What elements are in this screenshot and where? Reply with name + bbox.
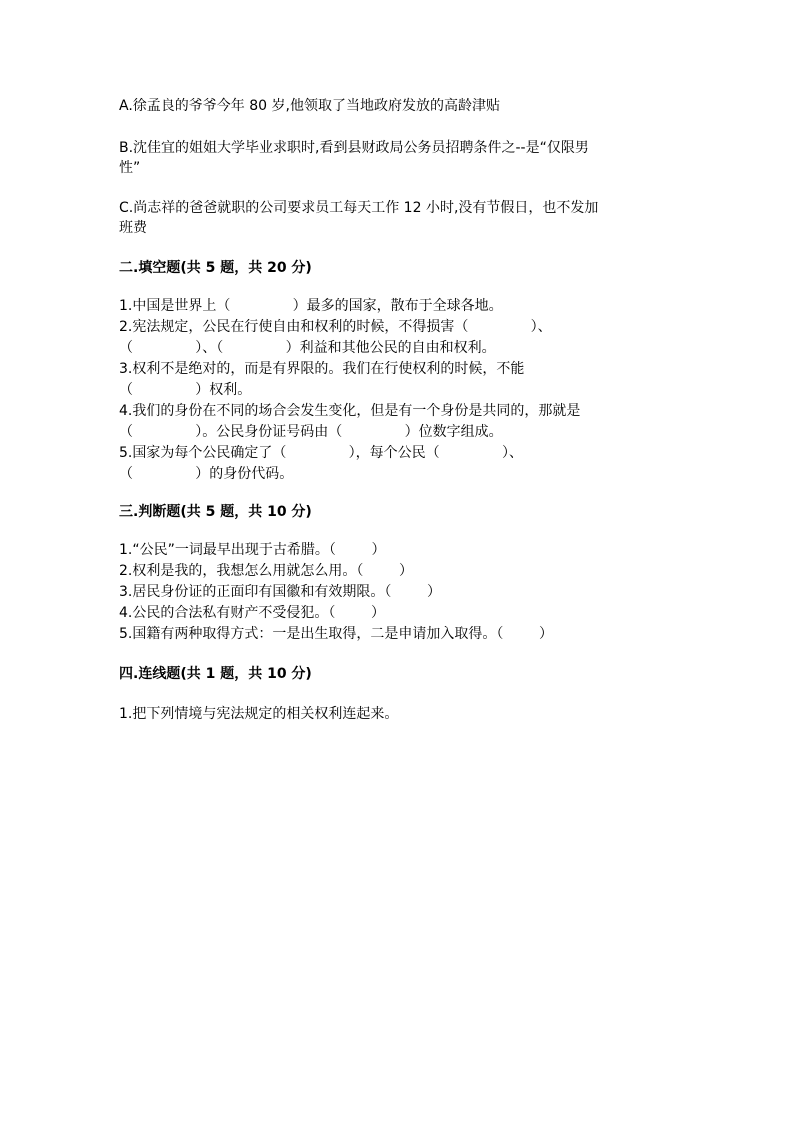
option-b-line-2: 性”: [119, 160, 141, 176]
fill-line: 3.权利不是绝对的，而是有界限的。我们在行使权利的时候，不能: [119, 361, 525, 377]
fill-line: （ ）。公民身份证号码由（ ）位数字组成。: [119, 424, 503, 440]
option-c-line-2: 班费: [119, 220, 147, 236]
judge-line: 2.权利是我的，我想怎么用就怎么用。（ ）: [119, 563, 413, 579]
fill-line: （ ）的身份代码。: [119, 466, 294, 482]
fill-line: 5.国家为每个公民确定了（ ），每个公民（ ）、: [119, 445, 523, 461]
option-c-line-1: C.尚志祥的爸爸就职的公司要求员工每天工作 12 小时,没有节假日，也不发加: [119, 200, 599, 216]
fill-line: （ ）权利。: [119, 382, 252, 398]
match-section-heading: 四.连线题(共 1 题，共 10 分): [119, 666, 312, 682]
judge-section-heading: 三.判断题(共 5 题，共 10 分): [119, 504, 312, 520]
fill-line: 1.中国是世界上（ ）最多的国家，散布于全球各地。: [119, 298, 503, 314]
judge-line: 3.居民身份证的正面印有国徽和有效期限。（ ）: [119, 584, 441, 600]
fill-line: 2.宪法规定，公民在行使自由和权利的时候，不得损害（ ）、: [119, 319, 552, 335]
match-line: 1.把下列情境与宪法规定的相关权利连起来。: [119, 706, 399, 722]
option-a: A.徐孟良的爷爷今年 80 岁,他领取了当地政府发放的高龄津贴: [119, 98, 500, 114]
fill-section-heading: 二.填空题(共 5 题，共 20 分): [119, 260, 312, 276]
judge-line: 4.公民的合法私有财产不受侵犯。（ ）: [119, 605, 385, 621]
option-b-line-1: B.沈佳宜的姐姐大学毕业求职时,看到县财政局公务员招聘条件之--是“仅限男: [119, 140, 589, 156]
judge-line: 1.“公民”一词最早出现于古希腊。（ ）: [119, 542, 386, 558]
fill-line: （ ）、（ ）利益和其他公民的自由和权利。: [119, 340, 496, 356]
judge-line: 5.国籍有两种取得方式：一是出生取得，二是申请加入取得。（ ）: [119, 626, 553, 642]
fill-line: 4.我们的身份在不同的场合会发生变化，但是有一个身份是共同的，那就是: [119, 403, 581, 419]
